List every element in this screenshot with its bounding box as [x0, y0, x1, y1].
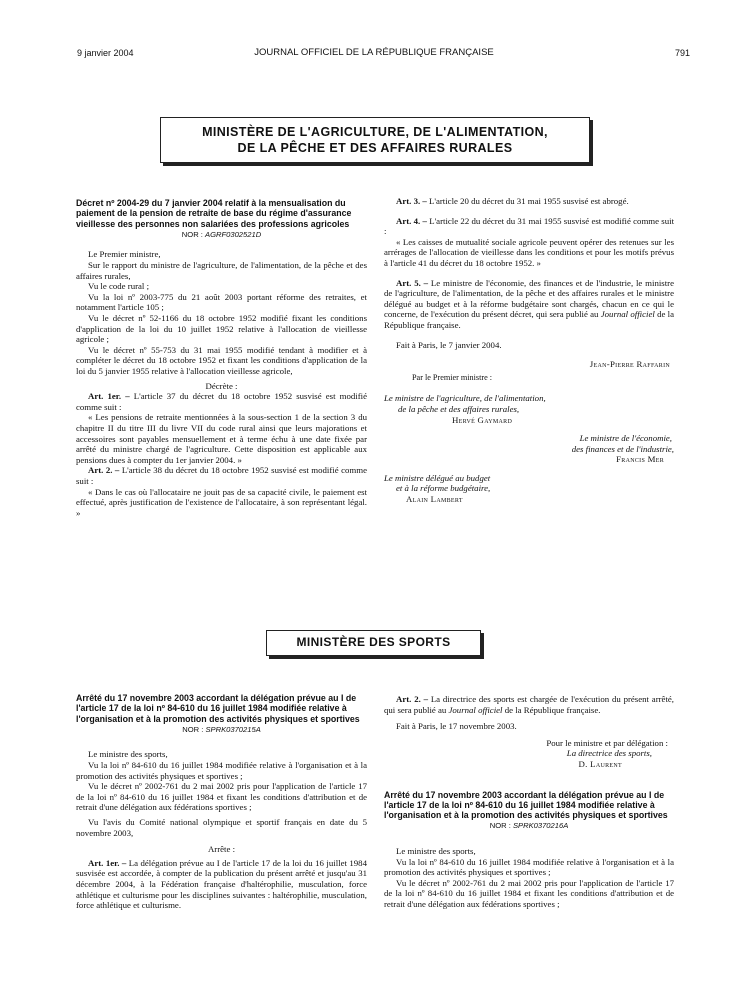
decree-paragraph: Sur le rapport du ministre de l'agriculture, de l'alimentation, de la pêche et des affaires rurales, [76, 260, 367, 281]
arrete2-nor [384, 821, 674, 832]
header-date: 9 janvier 2004 [77, 48, 134, 58]
article-label: Art. 2. – [88, 465, 120, 476]
article-text-end: de la République française. [384, 309, 675, 330]
arrete1-paragraph: Vu la loi nº 84-610 du 16 juillet 1984 modifiée relative à l'organisation et à la promotion des activités physiques et sportives ; [76, 760, 367, 781]
article-label: Art. 1er. – [88, 391, 130, 402]
decree-article-4 [384, 216, 674, 237]
decree-article-1-quote: « Les pensions de retraite mentionnées à la sous-section 1 de la section 3 du chapitre II du titre III du livre VII du code rural ainsi que leurs majorations et accessoires sont payables mensuellement et à terme échu à une date fixée par arrêté du ministre chargé de l'agriculture. Cette disposition est applicable aux pensions dues à compter du 1er janvier 2004. » [76, 412, 367, 465]
decree-article-1 [76, 391, 367, 412]
signature-agri-name: Hervé Gaymard [452, 414, 513, 425]
decree-article-4-quote: « Les caisses de mutualité sociale agricole peuvent opérer des retenues sur les arrérages de l'allocation de vieillesse dans les conditions et pour les motifs prévus à l'article 41 du décret du 18 octobre 1952. » [384, 236, 674, 268]
signature-agri-title1: Le ministre de l'agriculture, de l'alimentation, [384, 393, 546, 404]
article-text: La délégation prévue au I de l'article 17 de la loi du 16 juillet 1984 susvisée est accordée, à compter de la publication du présent arrêté et jusqu'au 31 décembre 2004, à la Fédération française d'haltérophilie, musculation, force athlétique et culturisme pour les disciplines suivantes : haltérophilie, musculation, force athlétique et culturisme. [76, 857, 367, 911]
signature-eco-name: Francis Mer [616, 454, 664, 465]
arrete1-column-left [76, 693, 367, 911]
nor-code: SPRK0370216A [512, 821, 569, 831]
nor-label: NOR : [181, 229, 203, 239]
article-text-end: de la République française. [504, 704, 601, 715]
header-journal-title: JOURNAL OFFICIEL DE LA RÉPUBLIQUE FRANÇAISE [254, 47, 494, 58]
decree-paragraph: Vu la loi nº 2003-775 du 21 août 2003 portant réforme des retraites, et notamment l'article 105 ; [76, 291, 367, 313]
journal-officiel-ref: Journal officiel [448, 704, 503, 715]
ministry-agriculture-line2: DE LA PÊCHE ET DES AFFAIRES RURALES [237, 141, 513, 155]
signature-eco-title2: des finances et de l'industrie, [571, 443, 674, 454]
arrete1-paragraph: Vu le décret nº 2002-761 du 2 mai 2002 pris pour l'application de l'article 17 de la loi nº 84-610 du 16 juillet 1984 et fixant les conditions d'attribution et de retrait d'une délégation aux fédérations sportives ; [76, 781, 367, 813]
article-text: L'article 22 du décret du 31 mai 1955 susvisé est modifié comme suit : [384, 215, 675, 237]
ministry-sports-line: MINISTÈRE DES SPORTS [296, 635, 451, 649]
arrete2-paragraph: Vu la loi nº 84-610 du 16 juillet 1984 modifiée relative à l'organisation et à la promotion des activités physiques et sportives ; [384, 856, 674, 878]
arrete1-fait: Fait à Paris, le 17 novembre 2003. [396, 721, 517, 732]
nor-code: AGRF0302521D [205, 229, 262, 239]
arrete1-article-2 [384, 694, 674, 715]
decree-decrete: Décrète : [205, 380, 238, 391]
decree-title: Décret nº 2004-29 du 7 janvier 2004 relatif à la mensualisation du paiement de la pension de retraite de base du régime d'assurance vieillesse des personnes non salariées des professions agricoles [76, 198, 352, 229]
decree-column-right [384, 196, 674, 505]
arrete1-article-1 [76, 858, 367, 911]
decree-article-5 [384, 278, 674, 331]
signature-budget-title1: Le ministre délégué au budget [384, 472, 491, 483]
arrete2-title: Arrêté du 17 novembre 2003 accordant la délégation prévue au I de l'article 17 de la loi nº 84-610 du 16 juillet 1984 modifiée relative à l'organisation et à la promotion des activités physiques et sportives [384, 789, 668, 821]
article-text: L'article 20 du décret du 31 mai 1955 susvisé est abrogé. [428, 196, 629, 206]
article-label: Art. 4. – [396, 215, 427, 226]
arrete1-paragraph: Le ministre des sports, [88, 749, 168, 760]
arrete1-title: Arrêté du 17 novembre 2003 accordant la délégation prévue au I de l'article 17 de la loi nº 84-610 du 16 juillet 1984 modifiée relative à l'organisation et à la promotion des activités physiques et sportives [76, 693, 360, 724]
decree-nor [76, 230, 367, 241]
nor-label: NOR : [489, 821, 511, 831]
decree-paragraph: Vu le code rural ; [88, 281, 150, 292]
nor-code: SPRK0370215A [205, 724, 261, 734]
decree-fait: Fait à Paris, le 7 janvier 2004. [396, 339, 502, 350]
arrete2-paragraph: Vu le décret nº 2002-761 du 2 mai 2002 pris pour l'application de l'article 17 de la loi nº 84-610 du 16 juillet 1984 et fixant les conditions d'attribution et de retrait d'une délégation aux fédérations sportives ; [384, 877, 674, 910]
ministry-agriculture-banner [160, 117, 590, 163]
article-label: Art. 2. – [396, 694, 428, 704]
signature-agri-title2: de la pêche et des affaires rurales, [398, 403, 520, 414]
arrete2-paragraph: Le ministre des sports, [396, 846, 476, 857]
decree-paragraph: Vu le décret nº 55-753 du 31 mai 1955 modifié tendant à modifier et à compléter le décret du 18 octobre 1952 et fixant les conditions d'application de la loi du 5 janvier 1955 relative à l'allocation vieillesse agricole, [76, 344, 367, 377]
article-text: La directrice des sports est chargée de l'exécution du présent arrêté, qui sera publié au [384, 694, 675, 715]
article-text: L'article 38 du décret du 18 octobre 1952 susvisé est modifié comme suit : [76, 465, 368, 486]
ministry-agriculture-line1: MINISTÈRE DE L'AGRICULTURE, DE L'ALIMENTATION, [202, 125, 548, 139]
article-text: L'article 37 du décret du 18 octobre 1952 susvisé est modifié comme suit : [76, 391, 367, 412]
article-label: Art. 5. – [396, 277, 429, 288]
arrete1-paragraph: Vu l'avis du Comité national olympique et sportif français en date du 5 novembre 2003, [76, 817, 367, 838]
journal-officiel-ref: Journal officiel [600, 309, 655, 320]
nor-label: NOR : [182, 724, 204, 734]
article-label: Art. 1er. – [88, 857, 127, 868]
ministry-sports-banner [266, 630, 481, 656]
arrete1-arrete: Arrête : [207, 844, 236, 855]
signature-eco-title1: Le ministre de l'économie, [579, 433, 672, 444]
decree-article-3 [384, 196, 674, 207]
header-page-number: 791 [674, 48, 690, 58]
article-text: Le ministre de l'économie, des finances et de l'industrie, le ministre de l'agriculture, de l'alimentation, de la pêche et des affaires rurales et le ministre délégué au budget et à la réforme budgétaire sont chargés, chacun en ce qui le concerne, de l'exécution du présent décret, qui sera publié au [384, 277, 674, 320]
arrete1-nor [76, 725, 367, 736]
decree-column-left [76, 198, 367, 518]
decree-paragraph: Vu le décret nº 52-1166 du 18 octobre 1952 modifié fixant les conditions d'application de la loi du 10 juillet 1952 relative à l'allocation de vieillesse agricole ; [76, 313, 367, 345]
signature-prime-minister: Jean-Pierre Raffarin [589, 359, 670, 370]
decree-article-2-quote: « Dans le cas où l'allocataire ne jouit pas de sa capacité civile, le paiement est effectué, après justification de l'existence de l'allocataire, à son représentant légal. » [76, 486, 367, 518]
decree-article-2 [76, 465, 367, 486]
article-label: Art. 3. – [396, 196, 427, 206]
signature-budget-name: Alain Lambert [406, 494, 463, 505]
arrete1-sig-title: La directrice des sports, [566, 748, 652, 759]
decree-paragraph: Le Premier ministre, [88, 249, 161, 260]
signature-par-pm: Par le Premier ministre : [412, 372, 493, 382]
arrete1-sig-line: Pour le ministre et par délégation : [546, 737, 668, 748]
arrete1-column-right [384, 694, 674, 910]
signature-budget-title2: et à la réforme budgétaire, [396, 483, 491, 494]
arrete1-sig-name: D. Laurent [578, 758, 622, 769]
